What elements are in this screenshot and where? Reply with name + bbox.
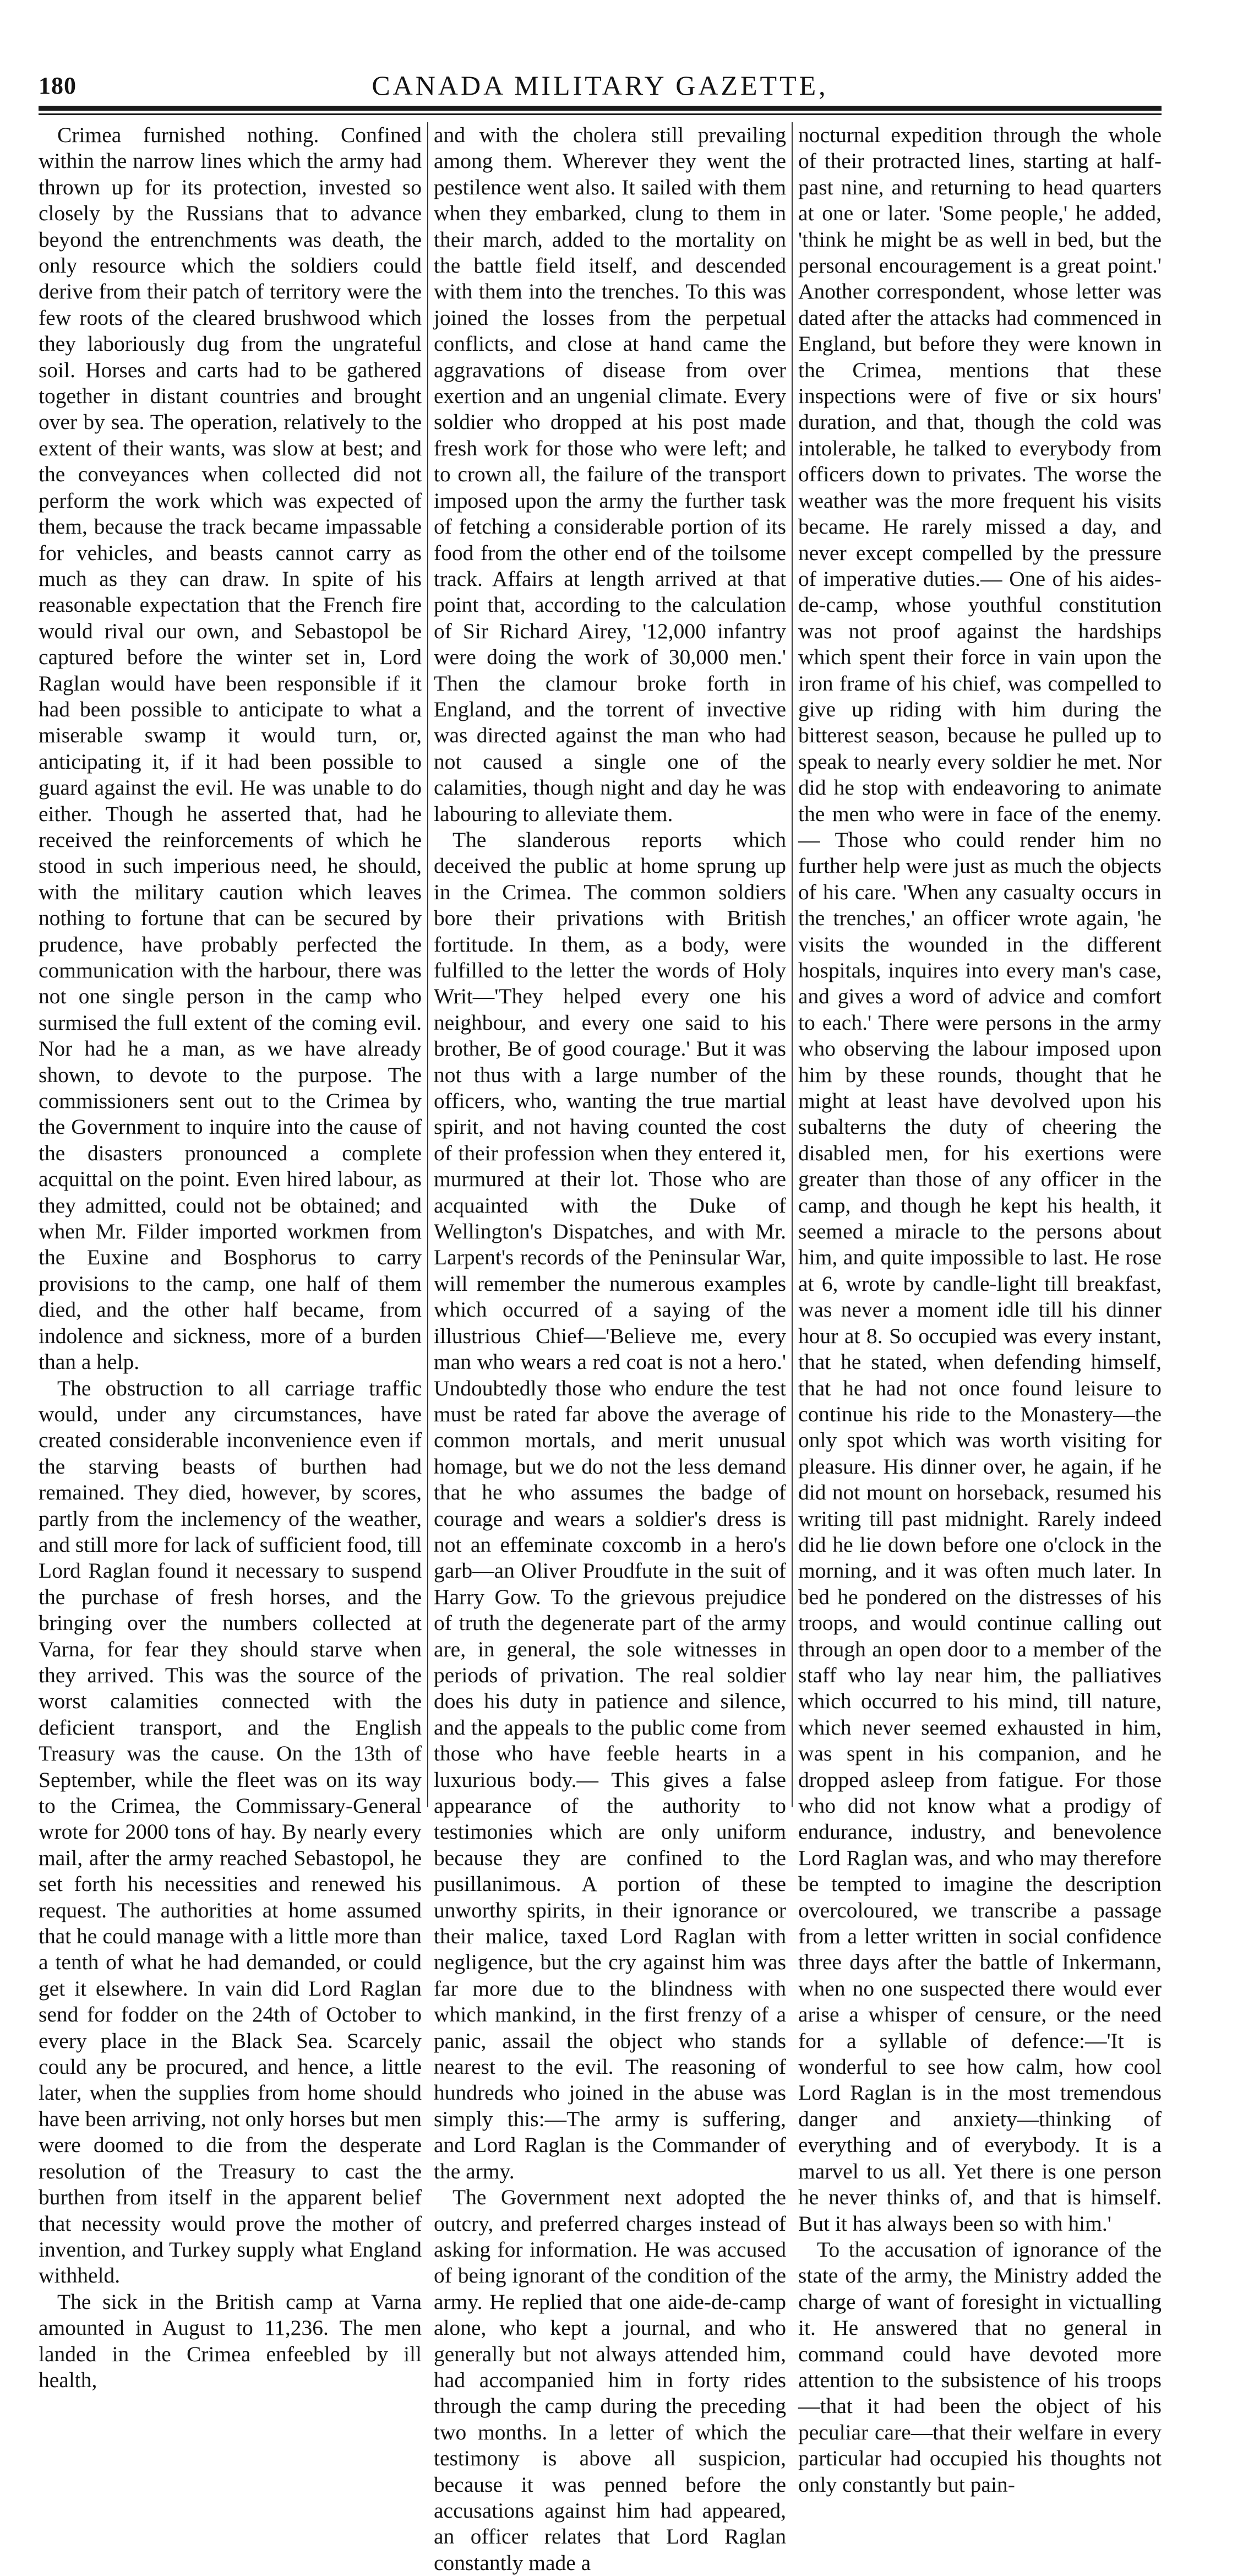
- page-number: 180: [39, 72, 77, 99]
- text-column-3: [798, 122, 1162, 2497]
- paragraph: The sick in the British camp at Varna amounted in August to 11,236. The men landed in the Crimea enfeebled by ill health,: [39, 2289, 422, 2392]
- header-rule-thin: [39, 113, 1162, 115]
- paragraph: The obstruction to all carriage traffic would, under any circumstances, have created considerable inconvenience even if the starving beasts of burthen had remained. They died, however, by scores, partly from the inclemency of the weather, and still more for lack of sufficient food, till Lord Raglan found it necessary to suspend the purchase of fresh horses, and the bringing over the numbers collected at Varna, for fear they should starve when they arrived. This was the source of the worst calamities connected with the deficient transport, and the English Treasury was the cause. On the 13th of September, while the fleet was on its way to the Crimea, the Commissary-General wrote for 2000 tons of hay. By nearly every mail, after the army reached Sebastopol, he set forth his necessities and renewed his request. The authorities at home assumed that he could manage with a little more than a tenth of what he had demanded, or could get it elsewhere. In vain did Lord Raglan send for fodder on the 24th of October to every place in the Black Sea. Scarcely could any be procured, and hence, a little later, when the supplies from home should have been arriving, not only horses but men were doomed to die from the desperate resolution of the Treasury to cast the burthen from itself in the apparent belief that necessity would prove the mother of invention, and Turkey supply what England withheld.: [39, 1376, 422, 2288]
- paragraph: and with the cholera still prevailing among them. Wherever they went the pestilence went also. It sailed with them when they embarked, clung to them in their march, added to the mortality on the battle field itself, and descended with them into the trenches. To this was joined the losses from the perpetual conflicts, and close at hand came the aggravations of disease from over exertion and an ungenial climate. Every soldier who dropped at his post made fresh work for those who were left; and to crown all, the failure of the transport imposed upon the army the further task of fetching a considerable portion of its food from the other end of the toilsome track. Affairs at length arrived at that point that, according to the calculation of Sir Richard Airey, '12,000 infantry were doing the work of 30,000 men.' Then the clamour broke forth in England, and the torrent of invective was directed against the man who had not caused a single one of the calamities, though night and day he was labouring to alleviate them.: [434, 123, 786, 826]
- column-divider: [427, 122, 428, 1807]
- text-column-2: [434, 122, 786, 2575]
- masthead-title: CANADA MILITARY GAZETTE,: [372, 70, 828, 101]
- paragraph: Crimea furnished nothing. Confined within the narrow lines which the army had thrown up for its protection, invested so closely by the Russians that to advance beyond the entrenchments was death, the only resource which the soldiers could derive from their patch of territory were the few roots of the cleared brushwood which they laboriously dug from the ungrateful soil. Horses and carts had to be gathered together in distant countries and brought over by sea. The operation, relatively to the extent of their wants, was slow at best; and the conveyances when collected did not perform the work which was expected of them, because the track became impassable for vehicles, and beasts cannot carry as much as they can draw. In spite of his reasonable expectation that the French fire would rival our own, and Sebastopol be captured before the winter set in, Lord Raglan would have been responsible if it had been possible to anticipate to what a miserable swamp it would turn, or, anticipating it, if it had been possible to guard against the evil. He was unable to do either. Though he asserted that, had he received the reinforcements of which he stood in such imperious need, he should, with the military caution which leaves nothing to fortune that can be secured by prudence, have probably perfected the communication with the harbour, there was not one single person in the camp who surmised the full extent of the coming evil. Nor had he a man, as we have already shown, to devote to the purpose. The commissioners sent out to the Crimea by the Government to inquire into the cause of the disasters pronounced a complete acquittal on the point. Even hired labour, as they admitted, could not be obtained; and when Mr. Filder imported workmen from the Euxine and Bosphorus to carry provisions to the camp, one half of them died, and the other half became, from indolence and sickness, more of a burden than a help.: [39, 123, 422, 1374]
- paragraph: nocturnal expedition through the whole of their protracted lines, starting at half-past nine, and returning to head quarters at one or later. 'Some people,' he added, 'think he might be as well in bed, but the personal encouragement is a great point.' Another correspondent, whose letter was dated after the attacks had commenced in England, but before they were known in the Crimea, mentions that these inspections were of five or six hours' duration, and that, though the cold was intolerable, he talked to everybody from officers down to privates. The worse the weather was the more frequent his visits became. He rarely missed a day, and never except compelled by the pressure of imperative duties.— One of his aides-de-camp, whose youthful constitution was not proof against the hardships which spent their force in vain upon the iron frame of his chief, was compelled to give up riding with him during the bitterest season, because he pulled up to speak to nearly every soldier he met. Nor did he stop with endeavoring to animate the men who were in face of the enemy.— Those who could render him no further help were just as much the objects of his care. 'When any casualty occurs in the trenches,' an officer wrote again, 'he visits the wounded in the different hospitals, inquires into every man's case, and gives a word of advice and comfort to each.' There were persons in the army who observing the labour imposed upon him by these rounds, thought that he might at least have devolved upon his subalterns the duty of cheering the disabled men, for his exertions were greater than those of any officer in the camp, and though he kept his health, it seemed a miracle to the persons about him, and quite impossible to last. He rose at 6, wrote by candle-light till breakfast, was never a moment idle till his dinner hour at 8. So occupied was every instant, that he stated, when defending himself, that he had not once found leisure to continue his ride to the Monastery—the only spot which was worth visiting for pleasure. His dinner over, he again, if he did not mount on horseback, resumed his writing till past midnight. Rarely indeed did he lie down before one o'clock in the morning, and it was often much later. In bed he pondered on the distresses of his troops, and would continue calling out through an open door to a member of the staff who lay near him, the palliatives which occurred to his mind, till nature, which never seemed exhausted in him, was spent in his companion, and he dropped asleep from fatigue. For those who did not know what a prodigy of endurance, industry, and benevolence Lord Raglan was, and who may therefore be tempted to imagine the description overcoloured, we transcribe a passage from a letter written in social confidence three days after the battle of Inkermann, when no one suspected there would ever arise a whisper of censure, or the need for a syllable of defence:—'It is wonderful to see how calm, how cool Lord Raglan is in the most tremendous danger and anxiety—thinking of everything and of everybody. It is a marvel to us all. Yet there is one person he never thinks of, and that is himself. But it has always been so with him.': [798, 123, 1162, 2236]
- paragraph: The Government next adopted the outcry, and preferred charges instead of asking for information. He was accused of being ignorant of the condition of the army. He replied that one aide-de-camp alone, who kept a journal, and who generally but not always attended him, had accompanied him in forty rides through the camp during the preceding two months. In a letter of which the testimony is above all suspicion, because it was penned before the accusations against him had appeared, an officer relates that Lord Raglan constantly made a: [434, 2185, 786, 2575]
- column-divider: [792, 122, 793, 1807]
- paragraph: The slanderous reports which deceived the public at home sprung up in the Crimea. The common soldiers bore their privations with British fortitude. In them, as a body, were fulfilled to the letter the words of Holy Writ—'They helped every one his neighbour, and every one said to his brother, Be of good courage.' But it was not thus with a large number of the officers, who, wanting the true martial spirit, and not having counted the cost of their profession when they entered it, murmured at their lot. Those who are acquainted with the Duke of Wellington's Dispatches, and with Mr. Larpent's records of the Peninsular War, will remember the numerous examples which occurred of a saying of the illustrious Chief—'Believe me, every man who wears a red coat is not a hero.' Undoubtedly those who endure the test must be rated far above the average of common mortals, and merit unusual homage, but we do not the less demand that he who assumes the badge of courage and wears a soldier's dress is not an effeminate coxcomb in a hero's garb—an Oliver Proudfute in the suit of Harry Gow. To the grievous prejudice of truth the degenerate part of the army are, in general, the sole witnesses in periods of privation. The real soldier does his duty in patience and silence, and the appeals to the public come from those who have feeble hearts in a luxurious body.— This gives a false appearance of the authority to testimonies which are only uniform because they are confined to the pusillanimous. A portion of these unworthy spirits, in their ignorance or their malice, taxed Lord Raglan with negligence, but the cry against him was far more due to the blindness with which mankind, in the first frenzy of a panic, assail the object who stands nearest to the evil. The reasoning of hundreds who joined in the abuse was simply this:—The army is suffering, and Lord Raglan is the Commander of the army.: [434, 827, 786, 2183]
- paragraph: To the accusation of ignorance of the state of the army, the Ministry added the charge of want of foresight in victualling it. He answered that no general in command could have devoted more attention to the subsistence of his troops—that it had been the object of his peculiar care—that their welfare in every particular had occupied his thoughts not only constantly but pain-: [798, 2237, 1162, 2497]
- header-rule-thick: [39, 106, 1162, 111]
- text-column-1: [39, 122, 422, 2392]
